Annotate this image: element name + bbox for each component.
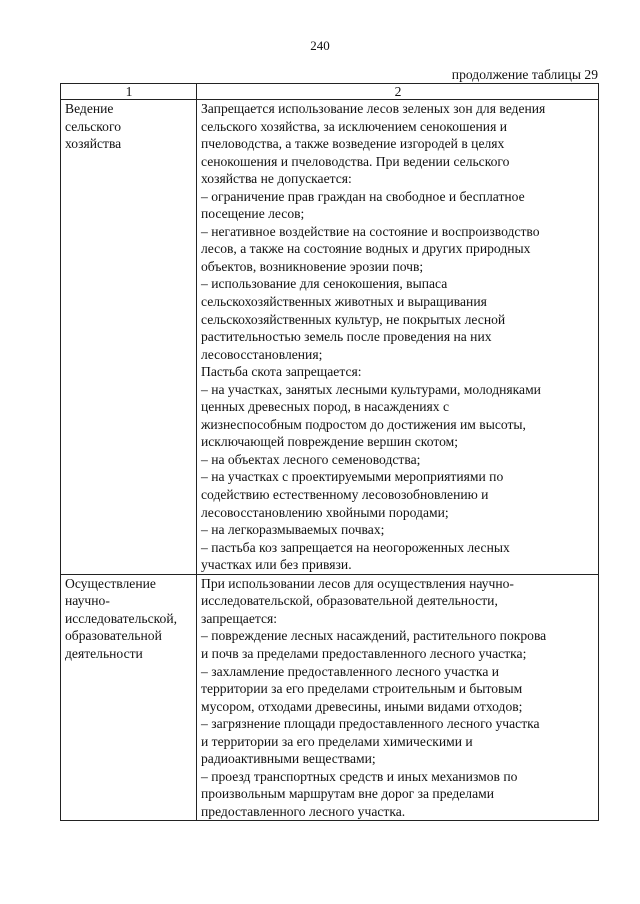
description-line: и территории за его пределами химическими и bbox=[201, 733, 473, 749]
table-row bbox=[61, 100, 599, 575]
activity-line: Осуществление bbox=[65, 575, 156, 591]
description-line: сенокошения и пчеловодства. При ведении сельского bbox=[201, 153, 510, 169]
description-line: жизнеспособным подростом до достижения им высоты, bbox=[201, 416, 526, 432]
description-line: лесовосстановления; bbox=[201, 346, 323, 362]
description-line: – повреждение лесных насаждений, растительного покрова bbox=[201, 628, 547, 644]
description-line: объектов, возникновение эрозии почв; bbox=[201, 258, 424, 274]
activity-line: Ведение bbox=[65, 101, 114, 116]
description-line: – захламление предоставленного лесного участка и bbox=[201, 663, 500, 679]
description-line: – загрязнение площади предоставленного лесного участка bbox=[201, 716, 540, 732]
description-line: – пастьба коз запрещается на неогороженных лесных bbox=[201, 539, 510, 555]
column-header-1: 1 bbox=[61, 84, 197, 100]
description-line: радиоактивными веществами; bbox=[201, 751, 376, 767]
table-continuation-label: продолжение таблицы 29 bbox=[451, 67, 598, 82]
description-line: – негативное воздействие на состояние и воспроизводство bbox=[201, 223, 540, 239]
description-line: исследовательской, образовательной деятельности, bbox=[201, 593, 498, 609]
activity-line: научно- bbox=[65, 593, 110, 609]
description-line: содействию естественному лесовозобновлению и bbox=[201, 487, 489, 503]
description-line: Пастьба скота запрещается: bbox=[201, 364, 362, 380]
activity-line: исследовательской, bbox=[65, 610, 177, 626]
description-line: – на объектах лесного семеноводства; bbox=[201, 451, 421, 467]
description-line: исключающей повреждение вершин скотом; bbox=[201, 434, 459, 450]
description-line: территории за его пределами строительным и бытовым bbox=[201, 681, 523, 697]
description-line: – проезд транспортных средств и иных механизмов по bbox=[201, 768, 518, 784]
table-row bbox=[61, 574, 599, 821]
description-line: – на участках с проектируемыми мероприятиями по bbox=[201, 469, 504, 485]
description-line: При использовании лесов для осуществления научно- bbox=[201, 575, 514, 591]
column-header-2: 2 bbox=[197, 84, 599, 100]
description-line: предоставленного лесного участка. bbox=[201, 803, 406, 819]
page-number: 240 bbox=[310, 38, 330, 53]
description-line: – использование для сенокошения, выпаса bbox=[201, 276, 448, 292]
description-cell bbox=[197, 574, 599, 821]
description-line: хозяйства не допускается: bbox=[201, 171, 352, 187]
description-line: лесов, а также на состояние водных и других природных bbox=[201, 241, 531, 257]
description-line: Запрещается использование лесов зеленых зон для ведения bbox=[201, 101, 546, 116]
description-line: посещение лесов; bbox=[201, 206, 305, 222]
description-line: лесовосстановлению хвойными породами; bbox=[201, 504, 449, 520]
description-line: – ограничение прав граждан на свободное и бесплатное bbox=[201, 188, 525, 204]
activity-cell bbox=[61, 574, 197, 821]
description-line: участках или без привязи. bbox=[201, 557, 352, 573]
description-line: – на легкоразмываемых почвах; bbox=[201, 522, 385, 538]
description-line: мусором, отходами древесины, иными видами отходов; bbox=[201, 698, 523, 714]
description-line: запрещается: bbox=[201, 610, 278, 626]
activity-line: сельского bbox=[65, 118, 121, 134]
description-line: произвольным маршрутам вне дорог за пределами bbox=[201, 786, 494, 802]
restrictions-table bbox=[60, 83, 599, 821]
description-line: растительностью земель после проведения на них bbox=[201, 329, 492, 345]
activity-line: хозяйства bbox=[65, 136, 122, 152]
description-line: пчеловодства, а также возведение изгородей в целях bbox=[201, 136, 505, 152]
activity-cell bbox=[61, 100, 197, 575]
description-line: и почв за пределами предоставленного лесного участка; bbox=[201, 645, 527, 661]
table-header-row bbox=[61, 84, 599, 100]
description-line: ценных древесных пород, в насаждениях с bbox=[201, 399, 449, 415]
table-body bbox=[61, 100, 599, 821]
activity-line: деятельности bbox=[65, 645, 143, 661]
description-cell bbox=[197, 100, 599, 575]
description-line: сельскохозяйственных культур, не покрытых лесной bbox=[201, 311, 506, 327]
description-line: – на участках, занятых лесными культурами, молодняками bbox=[201, 381, 541, 397]
activity-line: образовательной bbox=[65, 628, 162, 644]
description-line: сельскохозяйственных животных и выращивания bbox=[201, 294, 487, 310]
description-line: сельского хозяйства, за исключением сенокошения и bbox=[201, 118, 507, 134]
